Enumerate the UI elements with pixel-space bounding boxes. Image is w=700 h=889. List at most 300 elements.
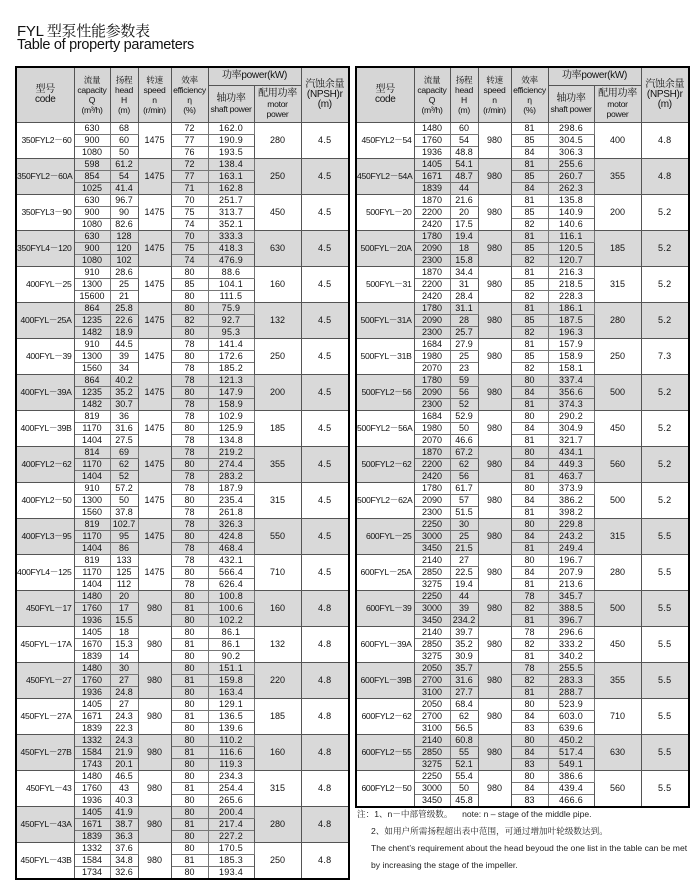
capacity-cell: 630 [74, 194, 110, 206]
head-cell: 67.2 [450, 446, 478, 458]
shaft-power-cell: 356.6 [548, 386, 594, 398]
efficiency-cell: 84 [511, 782, 548, 794]
motor-power-cell: 315 [254, 770, 301, 806]
efficiency-cell: 78 [171, 434, 208, 446]
pump-code: 350FYL3－90 [16, 194, 74, 230]
efficiency-cell: 70 [171, 194, 208, 206]
head-cell: 34.8 [110, 854, 138, 866]
motor-power-cell: 185 [254, 698, 301, 734]
motor-en2: power [266, 108, 289, 119]
shaft-power-cell: 333.2 [548, 638, 594, 650]
head-cell: 60 [450, 122, 478, 134]
capacity-cell: 1870 [414, 194, 450, 206]
speed-cell: 1475 [138, 410, 171, 446]
efficiency-cell: 78 [171, 542, 208, 554]
efficiency-cell: 85 [511, 314, 548, 326]
head-cell: 52.1 [450, 758, 478, 770]
efficiency-cell: 80 [511, 770, 548, 782]
note-2-en: The chent’s requirement about the head beyoud the one list in the table can be met by increasing the stage of the impeller. [371, 843, 688, 870]
npsh-cell: 4.8 [301, 662, 349, 698]
head-cell: 22.5 [450, 566, 478, 578]
header-speed [478, 67, 511, 122]
capacity-cell: 3100 [414, 722, 450, 734]
pump-code: 400FYL－25A [16, 302, 74, 338]
head-cell: 44 [450, 182, 478, 194]
table-row [16, 302, 349, 314]
head-cell: 32.6 [110, 866, 138, 879]
pump-code: 600FYL2－50 [356, 770, 414, 807]
shaft-power-cell: 306.3 [548, 146, 594, 158]
head-cell: 15.5 [110, 614, 138, 626]
efficiency-cell: 81 [511, 194, 548, 206]
capacity-en: capacity [77, 84, 107, 95]
header-efficiency [511, 67, 548, 122]
head-cell: 20 [110, 590, 138, 602]
efficiency-cell: 80 [171, 662, 208, 674]
efficiency-cell: 74 [171, 218, 208, 230]
motor-power-cell: 550 [254, 518, 301, 554]
efficiency-cell: 80 [171, 350, 208, 362]
npsh-cn: 汽蚀余量 [645, 78, 685, 90]
shaft-power-cell: 296.6 [548, 626, 594, 638]
shaft-power-cell: 187.5 [548, 314, 594, 326]
npsh-cell: 5.5 [641, 554, 689, 590]
shaft-power-cell: 290.2 [548, 410, 594, 422]
head-cell: 86 [110, 542, 138, 554]
efficiency-cell: 80 [171, 590, 208, 602]
efficiency-cell: 80 [171, 386, 208, 398]
table-row [16, 734, 349, 746]
capacity-cell: 1405 [74, 698, 110, 710]
motor-cn: 配用功率 [258, 87, 297, 99]
shaft-power-cell: 120.7 [548, 254, 594, 266]
head-cell: 21.9 [110, 746, 138, 758]
shaft-power-cell: 185.2 [208, 362, 254, 374]
speed-cell: 980 [478, 302, 511, 338]
shaft-power-cell: 434.1 [548, 446, 594, 458]
head-cell: 133 [110, 554, 138, 566]
motor-power-cell: 710 [254, 554, 301, 590]
head-cell: 95 [110, 530, 138, 542]
shaft-power-cell: 333.3 [208, 230, 254, 242]
shaft-power-cell: 190.9 [208, 134, 254, 146]
shaft-power-cell: 254.4 [208, 782, 254, 794]
shaft-power-cell: 140.6 [548, 218, 594, 230]
head-cell: 37.8 [110, 506, 138, 518]
shaft-power-cell: 129.1 [208, 698, 254, 710]
npsh-en: (NPSH)r [646, 88, 683, 100]
motor-power-cell: 132 [254, 626, 301, 662]
note-1-en: note: n – stage of the middle pipe. [462, 809, 592, 819]
head-cell: 24.3 [110, 734, 138, 746]
npsh-cell: 4.5 [301, 374, 349, 410]
npsh-cell: 4.5 [301, 302, 349, 338]
pump-code: 450FYL－27 [16, 662, 74, 698]
capacity-cell: 2300 [414, 506, 450, 518]
head-cell: 35.7 [450, 662, 478, 674]
table-row [356, 698, 689, 710]
table-row [16, 554, 349, 566]
capacity-cell: 630 [74, 122, 110, 134]
efficiency-cell: 80 [171, 422, 208, 434]
capacity-cell: 1760 [74, 674, 110, 686]
npsh-cell: 5.5 [641, 734, 689, 770]
table-row [16, 158, 349, 170]
efficiency-cell: 80 [171, 614, 208, 626]
head-cell: 102.7 [110, 518, 138, 530]
capacity-cell: 1760 [414, 134, 450, 146]
table-row [356, 482, 689, 494]
speed-cell: 980 [478, 122, 511, 158]
head-cell: 27 [110, 674, 138, 686]
motor-power-cell: 250 [594, 338, 641, 374]
shaft-power-cell: 450.2 [548, 734, 594, 746]
shaft-power-cell: 86.1 [208, 626, 254, 638]
npsh-en: (NPSH)r [306, 88, 343, 100]
capacity-cell: 1480 [74, 662, 110, 674]
efficiency-cell: 70 [171, 230, 208, 242]
head-cell: 24.8 [110, 686, 138, 698]
capacity-cn: 流量 [83, 74, 101, 85]
head-cell: 30 [110, 662, 138, 674]
efficiency-cell: 80 [171, 626, 208, 638]
efficiency-cell: 82 [511, 674, 548, 686]
capacity-cell: 2200 [414, 458, 450, 470]
pump-code: 450FYL2－54A [356, 158, 414, 194]
capacity-cell: 1671 [74, 818, 110, 830]
capacity-cell: 2200 [414, 278, 450, 290]
efficiency-cell: 85 [511, 242, 548, 254]
efficiency-cell: 81 [511, 338, 548, 350]
shaft-power-cell: 424.8 [208, 530, 254, 542]
capacity-cell: 1839 [74, 650, 110, 662]
efficiency-cell: 81 [171, 746, 208, 758]
npsh-cell: 4.5 [301, 410, 349, 446]
header-capacity [414, 67, 450, 122]
capacity-cell: 2420 [414, 218, 450, 230]
capacity-cell: 1760 [74, 782, 110, 794]
capacity-cell: 3000 [414, 602, 450, 614]
efficiency-cell: 84 [511, 710, 548, 722]
npsh-cell: 4.5 [301, 230, 349, 266]
efficiency-cell: 83 [511, 758, 548, 770]
capacity-cell: 1560 [74, 362, 110, 374]
shaft-power-cell: 213.6 [548, 578, 594, 590]
capacity-cell: 1560 [74, 506, 110, 518]
motor-power-cell: 400 [594, 122, 641, 158]
npsh-cell: 4.5 [301, 518, 349, 554]
shaft-power-cell: 261.8 [208, 506, 254, 518]
npsh-cell: 5.2 [641, 446, 689, 482]
table-row [16, 338, 349, 350]
speed-cell: 980 [478, 698, 511, 734]
npsh-cell: 5.2 [641, 374, 689, 410]
npsh-cell: 4.5 [301, 446, 349, 482]
shaft-power-cell: 125.9 [208, 422, 254, 434]
head-cell: 28 [450, 314, 478, 326]
shaft-power-cell: 158.9 [208, 398, 254, 410]
head-cell: 54 [110, 170, 138, 182]
capacity-cell: 2850 [414, 566, 450, 578]
shaft-cn: 轴功率 [556, 92, 586, 104]
capacity-cell: 1936 [74, 614, 110, 626]
head-cell: 35.2 [450, 638, 478, 650]
pump-code: 450FYL－27A [16, 698, 74, 734]
capacity-cell: 1734 [74, 866, 110, 879]
shaft-power-cell: 193.4 [208, 866, 254, 879]
head-en: head [455, 84, 473, 95]
npsh-unit: (m) [317, 98, 332, 110]
shaft-power-cell: 134.8 [208, 434, 254, 446]
property-table-right [355, 66, 690, 808]
head-en: head [115, 84, 133, 95]
shaft-power-cell: 418.3 [208, 242, 254, 254]
shaft-power-cell: 463.7 [548, 470, 594, 482]
efficiency-cell: 81 [511, 266, 548, 278]
efficiency-cell: 81 [511, 542, 548, 554]
capacity-cell: 1780 [414, 374, 450, 386]
capacity-cell: 1080 [74, 218, 110, 230]
efficiency-cell: 80 [171, 494, 208, 506]
capacity-cell: 1404 [74, 578, 110, 590]
efficiency-cell: 77 [171, 170, 208, 182]
efficiency-cell: 78 [511, 590, 548, 602]
speed-cell: 980 [478, 662, 511, 698]
pump-code: 400FYL4－125 [16, 554, 74, 590]
shaft-power-cell: 196.7 [548, 554, 594, 566]
head-cell: 30 [450, 518, 478, 530]
shaft-power-cell: 218.5 [548, 278, 594, 290]
head-cell: 27.7 [450, 686, 478, 698]
efficiency-cell: 80 [171, 326, 208, 338]
head-cell: 57 [450, 494, 478, 506]
head-cell: 23 [450, 362, 478, 374]
efficiency-cell: 81 [171, 854, 208, 866]
pump-code: 600FYL2－62 [356, 698, 414, 734]
efficiency-cell: 81 [171, 638, 208, 650]
shaft-power-cell: 274.4 [208, 458, 254, 470]
capacity-cell: 1480 [74, 590, 110, 602]
head-cell: 31.1 [450, 302, 478, 314]
efficiency-cell: 85 [511, 170, 548, 182]
efficiency-cell: 78 [511, 662, 548, 674]
npsh-cell: 5.2 [641, 482, 689, 518]
shaft-en: shaft power [550, 103, 592, 114]
motor-power-cell: 132 [254, 302, 301, 338]
pump-code: 400FYL2－62 [16, 446, 74, 482]
efficiency-cell: 78 [171, 362, 208, 374]
efficiency-cell: 74 [171, 254, 208, 266]
speed-en: speed [143, 84, 166, 95]
shaft-power-cell: 170.5 [208, 842, 254, 854]
speed-unit: (r/min) [483, 104, 506, 115]
efficiency-cell: 85 [511, 134, 548, 146]
capacity-cell: 1936 [74, 686, 110, 698]
motor-en: motor [607, 98, 628, 109]
head-cn: 扬程 [115, 74, 133, 85]
capacity-cell: 3450 [414, 794, 450, 807]
capacity-cell: 3000 [414, 782, 450, 794]
header-efficiency [171, 67, 208, 122]
efficiency-cell: 77 [171, 134, 208, 146]
shaft-cn: 轴功率 [216, 92, 246, 104]
head-cell: 61.2 [110, 158, 138, 170]
motor-power-cell: 450 [594, 626, 641, 662]
head-cell: 25 [110, 278, 138, 290]
note-1-cn: 注：1、n－中部管级数。 [357, 809, 453, 819]
speed-sym: n [492, 94, 497, 105]
efficiency-cell: 83 [511, 722, 548, 734]
capacity-sym: Q [88, 94, 96, 105]
efficiency-cell: 80 [171, 734, 208, 746]
head-cell: 25.7 [450, 326, 478, 338]
capacity-cell: 910 [74, 338, 110, 350]
eff-cn: 效率 [181, 74, 198, 85]
head-cell: 57.2 [110, 482, 138, 494]
table-row [16, 518, 349, 530]
efficiency-cell: 81 [171, 818, 208, 830]
npsh-cell: 4.8 [301, 698, 349, 734]
motor-power-cell: 500 [594, 590, 641, 626]
head-cell: 27 [110, 698, 138, 710]
pump-code: 500FYL2－62 [356, 446, 414, 482]
capacity-cell: 910 [74, 266, 110, 278]
motor-power-cell: 355 [254, 446, 301, 482]
capacity-cell: 1684 [414, 410, 450, 422]
npsh-cell: 4.8 [641, 158, 689, 194]
shaft-power-cell: 398.2 [548, 506, 594, 518]
head-sym: H [461, 94, 467, 105]
table-row [356, 662, 689, 674]
motor-power-cell: 355 [594, 662, 641, 698]
speed-cell: 980 [478, 194, 511, 230]
motor-power-cell: 185 [594, 230, 641, 266]
efficiency-cell: 75 [171, 242, 208, 254]
capacity-cell: 2200 [414, 206, 450, 218]
pump-code: 500FYL－20A [356, 230, 414, 266]
shaft-power-cell: 140.9 [548, 206, 594, 218]
motor-power-cell: 160 [254, 590, 301, 626]
head-cell: 21 [110, 290, 138, 302]
efficiency-cell: 72 [171, 122, 208, 134]
motor-power-cell: 710 [594, 698, 641, 734]
head-cell: 24.3 [110, 710, 138, 722]
head-cell: 50 [450, 782, 478, 794]
header-power: 功率power(kW) [548, 67, 641, 85]
capacity-en: capacity [417, 84, 447, 95]
capacity-unit: (m³/h) [421, 104, 443, 115]
capacity-cell: 1684 [414, 338, 450, 350]
head-cell: 30.9 [450, 650, 478, 662]
motor-power-cell: 200 [254, 374, 301, 410]
efficiency-cell: 80 [511, 374, 548, 386]
shaft-power-cell: 255.6 [548, 158, 594, 170]
shaft-power-cell: 249.4 [548, 542, 594, 554]
efficiency-cell: 76 [171, 146, 208, 158]
capacity-cn: 流量 [423, 74, 441, 85]
motor-en: motor [267, 98, 288, 109]
shaft-power-cell: 139.6 [208, 722, 254, 734]
head-cell: 14 [110, 650, 138, 662]
shaft-power-cell: 102.9 [208, 410, 254, 422]
pump-code: 450FYL2－54 [356, 122, 414, 158]
header-head [110, 67, 138, 122]
head-cell: 46.6 [450, 434, 478, 446]
pump-code: 600FYL－39 [356, 590, 414, 626]
motor-power-cell: 560 [594, 446, 641, 482]
capacity-cell: 598 [74, 158, 110, 170]
capacity-cell: 1170 [74, 458, 110, 470]
pump-code: 400FYL3－95 [16, 518, 74, 554]
head-cell: 31 [450, 278, 478, 290]
efficiency-cell: 84 [511, 422, 548, 434]
head-unit: (m) [458, 104, 470, 115]
efficiency-cell: 80 [171, 698, 208, 710]
shaft-power-cell: 283.3 [548, 674, 594, 686]
capacity-cell: 864 [74, 302, 110, 314]
npsh-cn: 汽蚀余量 [305, 78, 345, 90]
capacity-cell: 1671 [74, 710, 110, 722]
motor-power-cell: 315 [594, 518, 641, 554]
shaft-power-cell: 207.9 [548, 566, 594, 578]
title-chinese: FYL 型泵性能参数表 [17, 23, 150, 40]
shaft-power-cell: 172.6 [208, 350, 254, 362]
eff-sym: η [187, 94, 192, 105]
head-cell: 17.5 [450, 218, 478, 230]
head-cell: 125 [110, 566, 138, 578]
capacity-cell: 1780 [414, 302, 450, 314]
capacity-cell: 1025 [74, 182, 110, 194]
motor-power-cell: 160 [254, 266, 301, 302]
head-cell: 25.8 [110, 302, 138, 314]
head-cell: 52.9 [450, 410, 478, 422]
efficiency-cell: 84 [511, 146, 548, 158]
speed-sym: n [152, 94, 157, 105]
efficiency-cell: 81 [511, 122, 548, 134]
pump-code: 400FYL－25 [16, 266, 74, 302]
capacity-cell: 1300 [74, 494, 110, 506]
speed-cell: 980 [138, 662, 171, 698]
capacity-cell: 3275 [414, 578, 450, 590]
npsh-cell: 4.8 [641, 122, 689, 158]
speed-cell: 980 [138, 590, 171, 626]
table-row [356, 194, 689, 206]
speed-cell: 980 [138, 806, 171, 842]
capacity-cell: 2700 [414, 710, 450, 722]
capacity-cell: 3000 [414, 530, 450, 542]
head-cell: 45.8 [450, 794, 478, 807]
table-row [16, 122, 349, 134]
capacity-unit: (m³/h) [81, 104, 103, 115]
efficiency-cell: 84 [511, 566, 548, 578]
table-row [356, 626, 689, 638]
pump-code: 450FYL－17A [16, 626, 74, 662]
shaft-power-cell: 386.2 [548, 494, 594, 506]
head-cell: 31.6 [450, 674, 478, 686]
npsh-cell: 4.8 [301, 734, 349, 770]
capacity-cell: 1332 [74, 842, 110, 854]
efficiency-cell: 78 [171, 506, 208, 518]
efficiency-cell: 82 [511, 602, 548, 614]
efficiency-cell: 81 [511, 398, 548, 410]
shaft-power-cell: 119.3 [208, 758, 254, 770]
table-row [16, 194, 349, 206]
efficiency-cell: 80 [171, 290, 208, 302]
table-row [16, 770, 349, 782]
head-cell: 27 [450, 554, 478, 566]
speed-en: speed [483, 84, 506, 95]
shaft-power-cell: 432.1 [208, 554, 254, 566]
